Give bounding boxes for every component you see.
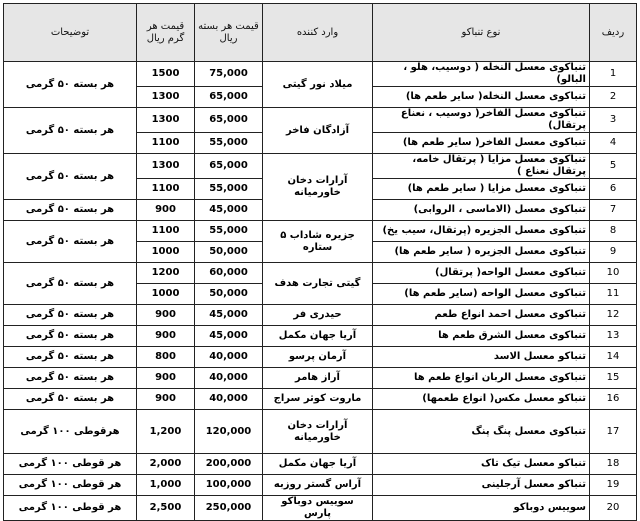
table-row [4,410,637,454]
row-notes: هر بسته ۵۰ گرمی [4,200,137,221]
row-idx: 9 [590,242,637,263]
row-price-pack: 50,000 [195,242,263,263]
row-type: تنباکوی معسل الجزیره ( سایر طعم ها) [373,242,590,263]
table-row [4,108,637,133]
row-price-pack: 75,000 [195,62,263,87]
table-row [4,368,637,389]
row-price-pack: 55,000 [195,221,263,242]
row-importer: آزادگان فاخر [263,108,373,154]
table-row [4,305,637,326]
row-idx: 13 [590,326,637,347]
row-importer: آراس گستر روزبه [263,475,373,496]
row-type: تنباکوی معسل الجزیره (پرتقال، سیب یخ) [373,221,590,242]
row-type: سوییس دوباکو [373,496,590,521]
row-price-pack: 45,000 [195,200,263,221]
row-type: تنباکو معسل مکس( انواع طعمها) [373,389,590,410]
row-notes: هر قوطی ۱۰۰ گرمی [4,454,137,475]
row-idx: 11 [590,284,637,305]
row-idx: 1 [590,62,637,87]
row-notes: هر بسته ۵۰ گرمی [4,221,137,263]
row-price-gram: 800 [137,347,195,368]
header-idx: ردیف [590,4,637,62]
row-importer: گیتی تجارت هدف [263,263,373,305]
row-price-pack: 40,000 [195,389,263,410]
row-idx: 17 [590,410,637,454]
row-price-pack: 55,000 [195,133,263,154]
row-notes: هر بسته ۵۰ گرمی [4,389,137,410]
row-idx: 14 [590,347,637,368]
table-row [4,263,637,284]
row-price-gram: 1100 [137,179,195,200]
row-price-pack: 60,000 [195,263,263,284]
header-importer: وارد کننده [263,4,373,62]
row-notes: هر بسته ۵۰ گرمی [4,368,137,389]
row-price-pack: 40,000 [195,347,263,368]
row-idx: 3 [590,108,637,133]
row-price-gram: 1500 [137,62,195,87]
row-type: تنباکوی معسل احمد انواع طعم [373,305,590,326]
header-price-gram: قیمت هر گرم ریال [137,4,195,62]
row-type: تنباکوی معسل النخله ( دوسیب، هلو ، البالو) [373,62,590,87]
table-row [4,389,637,410]
row-notes: هر قوطی ۱۰۰ گرمی [4,475,137,496]
row-price-pack: 120,000 [195,410,263,454]
row-idx: 16 [590,389,637,410]
row-notes: هر بسته ۵۰ گرمی [4,326,137,347]
row-type: تنباکوی معسل مزایا ( پرتقال خامه، پرتقال نعناع ) [373,154,590,179]
row-importer: ماروت کوثر سراج [263,389,373,410]
table-row [4,475,637,496]
row-type: تنباکوی معسل الشرق طعم ها [373,326,590,347]
row-idx: 7 [590,200,637,221]
row-price-gram: 2,000 [137,454,195,475]
row-importer: آرارات دخان خاورمیانه [263,410,373,454]
row-importer: میلاد نور گیتی [263,62,373,108]
header-price-pack: قیمت هر بسته ریال [195,4,263,62]
row-price-pack: 65,000 [195,108,263,133]
row-idx: 2 [590,87,637,108]
row-idx: 15 [590,368,637,389]
table-row [4,154,637,179]
row-notes: هر بسته ۵۰ گرمی [4,305,137,326]
table-row [4,496,637,521]
table-row [4,62,637,87]
row-price-pack: 45,000 [195,326,263,347]
header-row [4,4,637,62]
row-price-gram: 1300 [137,108,195,133]
row-idx: 6 [590,179,637,200]
row-type: تنباکوی معسل پنگ پنگ [373,410,590,454]
row-type: تنباکوی معسل مزایا ( سایر طعم ها) [373,179,590,200]
row-importer: جزیره شاداب ۵ ستاره [263,221,373,263]
row-price-gram: 1200 [137,263,195,284]
row-price-pack: 65,000 [195,154,263,179]
row-idx: 18 [590,454,637,475]
row-price-gram: 1,200 [137,410,195,454]
row-price-gram: 900 [137,389,195,410]
table-row [4,454,637,475]
row-notes: هر بسته ۵۰ گرمی [4,62,137,108]
header-type: نوع تنباکو [373,4,590,62]
row-price-pack: 55,000 [195,179,263,200]
row-price-gram: 1000 [137,242,195,263]
price-table-container [3,3,636,519]
row-notes: هر بسته ۵۰ گرمی [4,347,137,368]
row-idx: 12 [590,305,637,326]
row-price-gram: 900 [137,368,195,389]
row-idx: 8 [590,221,637,242]
row-idx: 4 [590,133,637,154]
row-importer: آریا جهان مکمل [263,454,373,475]
row-importer: حیدری فر [263,305,373,326]
table-row [4,347,637,368]
row-type: تنباکوی معسل (الاماسی ، الروابی) [373,200,590,221]
row-notes: هر قوطی ۱۰۰ گرمی [4,496,137,521]
row-importer: سوییس دوباکو پارس [263,496,373,521]
header-notes: توضیحات [4,4,137,62]
row-type: تنباکوی معسل الواحه( پرتقال) [373,263,590,284]
row-price-gram: 2,500 [137,496,195,521]
row-importer: آراز هامر [263,368,373,389]
row-importer: آرارات دخان خاورمیانه [263,154,373,221]
row-price-pack: 50,000 [195,284,263,305]
row-price-gram: 1,000 [137,475,195,496]
table-row [4,326,637,347]
row-idx: 5 [590,154,637,179]
row-type: تنباکوی معسل النخله( سایر طعم ها) [373,87,590,108]
row-idx: 10 [590,263,637,284]
row-price-gram: 1000 [137,284,195,305]
row-price-pack: 40,000 [195,368,263,389]
row-price-pack: 250,000 [195,496,263,521]
row-type: تنباکو معسل تیک تاک [373,454,590,475]
row-type: تنباکوی معسل الربان انواع طعم ها [373,368,590,389]
row-price-gram: 900 [137,200,195,221]
row-type: تنباکوی معسل الفاخر( سایر طعم ها) [373,133,590,154]
row-idx: 20 [590,496,637,521]
table-row [4,221,637,242]
row-idx: 19 [590,475,637,496]
row-type: تنباکو معسل الاسد [373,347,590,368]
row-price-pack: 100,000 [195,475,263,496]
row-price-pack: 45,000 [195,305,263,326]
row-notes: هر بسته ۵۰ گرمی [4,108,137,154]
row-price-gram: 1100 [137,133,195,154]
row-notes: هر بسته ۵۰ گرمی [4,154,137,200]
row-price-gram: 900 [137,305,195,326]
row-type: تنباکو معسل آرجلینی [373,475,590,496]
row-price-pack: 65,000 [195,87,263,108]
row-importer: آریا جهان مکمل [263,326,373,347]
row-price-gram: 1100 [137,221,195,242]
row-price-pack: 200,000 [195,454,263,475]
row-price-gram: 1300 [137,87,195,108]
tobacco-price-table [3,3,637,521]
row-notes: هرقوطی ۱۰۰ گرمی [4,410,137,454]
row-importer: آرمان پرسو [263,347,373,368]
row-notes: هر بسته ۵۰ گرمی [4,263,137,305]
row-type: تنباکوی معسل الفاخر( دوسیب ، نعناع پرتقال) [373,108,590,133]
row-type: تنباکوی معسل الواحه (سایر طعم ها) [373,284,590,305]
row-price-gram: 900 [137,326,195,347]
row-price-gram: 1300 [137,154,195,179]
